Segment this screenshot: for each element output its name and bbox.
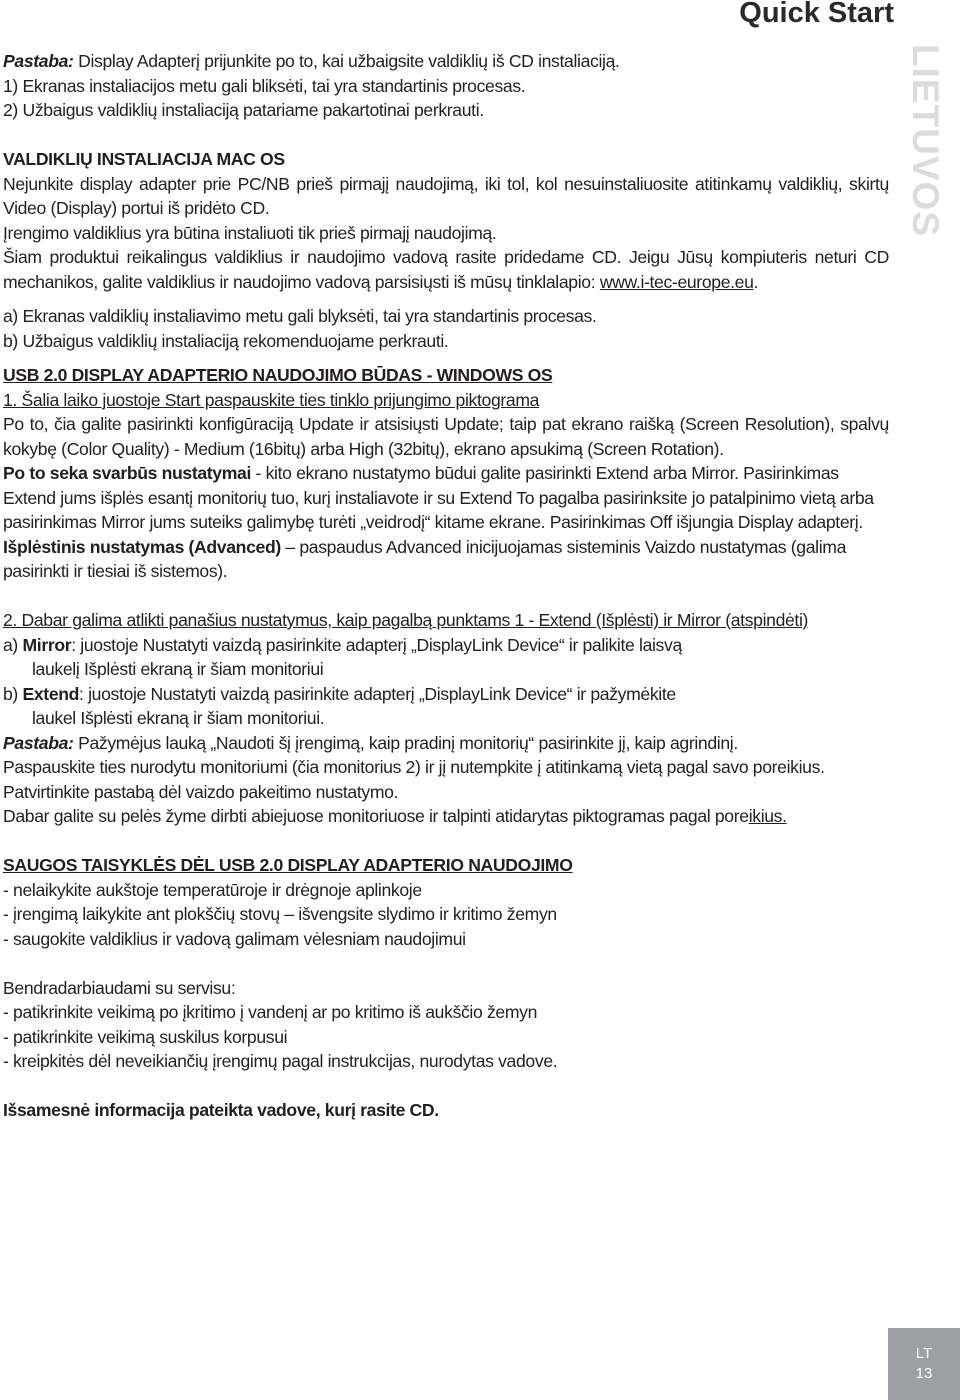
advanced-text: – paspaudus Advanced inicijuojamas sisteminis Vaizdo nustatymas (galima pasirinkti ir tiesiai iš sistemos). [3, 536, 847, 581]
confirm-text: Patvirtinkite pastabą dėl vaizdo pakeitimo nustatymo. [3, 781, 399, 802]
mac-paragraph-3-end: . [753, 271, 759, 292]
page-title: Quick Start [739, 0, 894, 29]
advanced-settings [3, 535, 889, 584]
note-label: Pastaba: [3, 51, 74, 71]
note-text: Display Adapterį prijunkite po to, kai užbaigsite valdiklių iš CD instaliaciją. [73, 51, 620, 71]
note-line [3, 49, 889, 74]
safety-heading: SAUGOS TAISYKLĖS DĖL USB 2.0 DISPLAY ADAPTERIO NAUDOJIMO [3, 855, 573, 875]
service-intro: Bendradarbiaudami su servisu: [3, 977, 236, 998]
step-1-title: 1. Šalia laiko juostoje Start paspauskite ties tinklo prijungimo piktograma [3, 389, 540, 410]
page-badge [888, 1328, 960, 1400]
mirror-label: Mirror [22, 634, 72, 655]
safety-item: - įrengimą laikykite ant plokščių stovų – išvengsite slydimo ir kritimo žemyn [3, 904, 557, 924]
document-body [3, 49, 889, 1123]
mouse-text [3, 804, 889, 829]
mirror-text: : juostoje Nustatyti vaizdą pasirinkite adapterį „DisplayLink Device“ ir palikite laisvą [71, 634, 682, 655]
primary-monitor-note [3, 731, 889, 756]
note-item-2: 2) Užbaigus valdiklių instaliaciją patariame pakartotinai perkrauti. [3, 100, 484, 120]
important-label: Po to seka svarbūs nustatymai [3, 463, 251, 483]
mac-paragraph-2: Įrengimo valdiklius yra būtina instaliuoti tik prieš pirmajį naudojimą. [3, 222, 497, 243]
step-2-title: 2. Dabar galima atlikti panašius nustatymus, kaip pagalbą punktams 1 - Extend (Išplėsti) ir Mirror (atspindėti) [3, 610, 809, 630]
extend-option [3, 682, 889, 707]
mac-heading: VALDIKLIŲ INSTALIACIJA MAC OS [3, 149, 285, 169]
drag-monitor-text: Paspauskite ties nurodytu monitoriumi (čia monitorius 2) ir jį nutempkite į atitinkamą vietą pagal savo poreikius. [3, 757, 825, 777]
mac-note-b: b) Užbaigus valdiklių instaliaciją rekomenduojame perkrauti. [3, 330, 449, 351]
mac-paragraph-3 [3, 245, 889, 294]
extend-text: : juostoje Nustatyti vaizdą pasirinkite adapterį „DisplayLink Device“ ir pažymėkite [79, 683, 676, 704]
service-item: - patikrinkite veikimą po įkritimo į vandenį ar po kritimo iš aukščio žemyn [3, 1002, 538, 1022]
mac-paragraph-1: Nejunkite display adapter prie PC/NB prieš pirmajį naudojimą, iki tol, kol nesuinstaliuosite atitinkamų valdiklių, skirtų Video (Display) portui iš pridėto CD. [3, 173, 889, 218]
mac-note-a: a) Ekranas valdiklių instaliavimo metu gali blyksėti, tai yra standartinis procesas. [3, 306, 597, 326]
page-number: 13 [915, 1365, 933, 1382]
extend-continuation: laukel Išplėsti ekraną ir šiam monitoriui. [32, 708, 325, 728]
step-1-text: Po to, čia galite pasirinkti konfigūraciją Update ir atsisiųsti Update; taip pat ekrano raišką (Screen Resolution), spalvų kokybę (Color Quality) - Medium (16bitų) arba High (32bitų), ekrano apsukimą (Screen Rotation). [3, 414, 889, 459]
language-code: LT [915, 1345, 933, 1362]
note-item-1: 1) Ekranas instaliacijos metu gali bliksėti, tai yra standartinis procesas. [3, 75, 526, 96]
mouse-text-end: ikius. [748, 806, 787, 826]
important-text: - kito ekrano nustatymo būdui galite pasirinkti Extend arba Mirror. Pasirinkimas Extend jums išplės esantį monitorių tuo, kurį instaliavote ir su Extend To pagalba pasirinksite jo patalpinimo vietą arba pasirinkimas Mirror jums suteiks galimybę turėti „veidrodį“ kitame ekrane. Pasirinkimas Off išjungia Display adapterį. [3, 463, 874, 532]
service-item: - patikrinkite veikimą suskilus korpusui [3, 1026, 288, 1047]
mac-paragraph-3-text: Šiam produktui reikalingus valdiklius ir naudojimo vadovą rasite pridedame CD. Jeigu Jūsų kompiuteris neturi CD mechanikos, galite valdiklius ir naudojimo vadovą parsisiųsti iš mūsų tinklalapio: [3, 247, 889, 292]
mirror-option [3, 633, 889, 658]
mouse-text-main: Dabar galite su pelės žyme dirbti abiejuose monitoriuose ir talpinti atidarytas piktogramas pagal pore [3, 806, 749, 826]
note-text-2: Pažymėjus lauką „Naudoti šį įrengimą, kaip pradinį monitorių“ pasirinkite jį, kaip agrindinį. [73, 732, 738, 753]
safety-item: - nelaikykite aukštoje temperatūroje ir drėgnoje aplinkoje [3, 879, 422, 900]
note-label-2: Pastaba: [3, 732, 74, 753]
language-side-label: LIETUVOS [905, 44, 946, 238]
windows-heading: USB 2.0 DISPLAY ADAPTERIO NAUDOJIMO BŪDAS - WINDOWS OS [3, 365, 553, 385]
website-link[interactable]: www.i-tec-europe.eu [599, 271, 754, 292]
more-info: Išsamesnė informacija pateikta vadove, kurį rasite CD. [3, 1100, 439, 1120]
service-item: - kreipkitės dėl neveikiančių įrengimų pagal instrukcijas, nurodytas vadove. [3, 1051, 558, 1071]
extend-prefix: b) [3, 683, 23, 704]
mirror-continuation: laukelį Išplėsti ekraną ir šiam monitoriui [32, 659, 324, 679]
extend-label: Extend [22, 683, 80, 704]
important-settings [3, 461, 889, 535]
advanced-label: Išplėstinis nustatymas (Advanced) [3, 536, 281, 557]
safety-item: - saugokite valdiklius ir vadovą galimam vėlesniam naudojimui [3, 928, 466, 949]
mirror-prefix: a) [3, 634, 23, 655]
